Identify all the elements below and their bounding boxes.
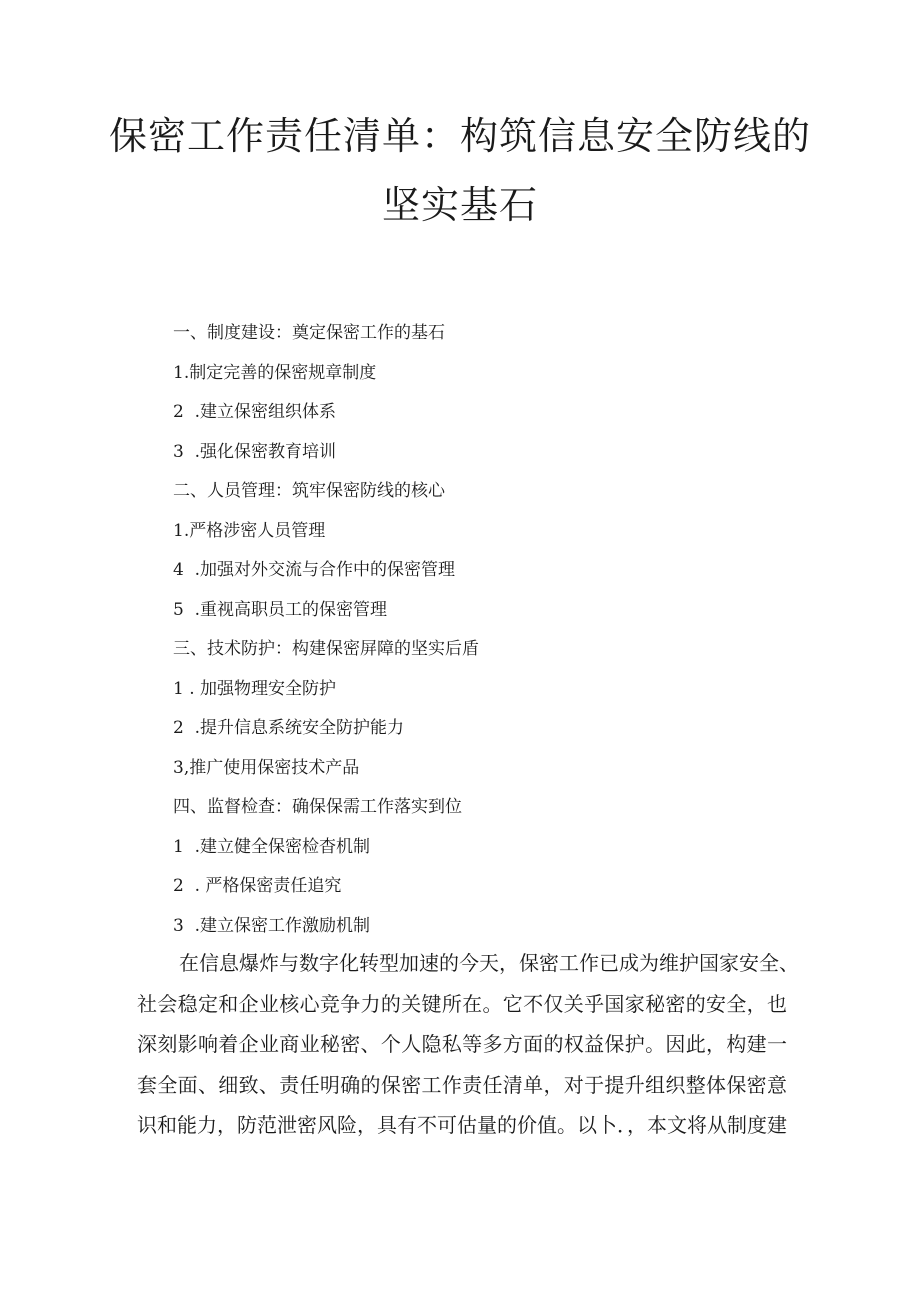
outline-item: 1 .建立健全保密检杳机制: [173, 836, 371, 857]
outline-section-heading: 三、技术防护：构建保密屏障的坚实后盾: [173, 639, 479, 659]
outline-item: 2 . 严格保密责任追究: [173, 876, 342, 896]
outline-item: 2 .建立保密组织体系: [173, 402, 337, 422]
outline-item: 2 .提升信息系统安全防护能力: [173, 718, 405, 738]
body-line: 套全面、细致、责任明确的保密工作责任清单，对于提升组织整体保密意: [137, 1072, 787, 1097]
outline-item: 1.严格涉密人员管理: [173, 520, 326, 541]
outline-list: [173, 321, 833, 953]
outline-section-heading: 一、制度建设：奠定保密工作的基石: [173, 323, 445, 343]
document-title-line-2: 坚实基石: [381, 183, 538, 227]
body-paragraph: [137, 949, 799, 1152]
document-title-line-1: 保密工作责任清单：构筑信息安全防线的: [108, 114, 811, 158]
body-line: 在信息爆炸与数字化转型加速的今天，保密工作已成为维护国家安全、: [179, 951, 799, 975]
outline-item: 3 .强化保密教育培训: [173, 441, 337, 462]
outline-item: 1.制定完善的保密规章制度: [173, 362, 377, 383]
body-line: 深刻影响着企业商业秘密、个人隐私等多方面的权益保护。因此，构建一: [137, 1032, 787, 1056]
outline-section-heading: 四、监督检查：确保保需工作落实到位: [173, 797, 462, 817]
outline-item: 1 . 加强物理安全防护: [173, 678, 337, 699]
outline-section-heading: 二、人员管理：筑牢保密防线的核心: [173, 481, 445, 501]
outline-item: 3,推广使用保密技术产品: [173, 757, 360, 778]
body-line: 识和能力，防范泄密风险，具有不可估量的价值。以卜．，本文将从制度建: [137, 1113, 787, 1137]
body-line: 社会稳定和企业核心竞争力的关键所在。它不仅关乎国家秘密的安全，也: [137, 991, 787, 1016]
outline-item: 4 .加强对外交流与合作中的保密管理: [173, 560, 456, 580]
outline-item: 5 .重视高职员工的保密管理: [173, 599, 388, 620]
outline-item: 3 .建立保密工作激励机制: [173, 915, 371, 936]
